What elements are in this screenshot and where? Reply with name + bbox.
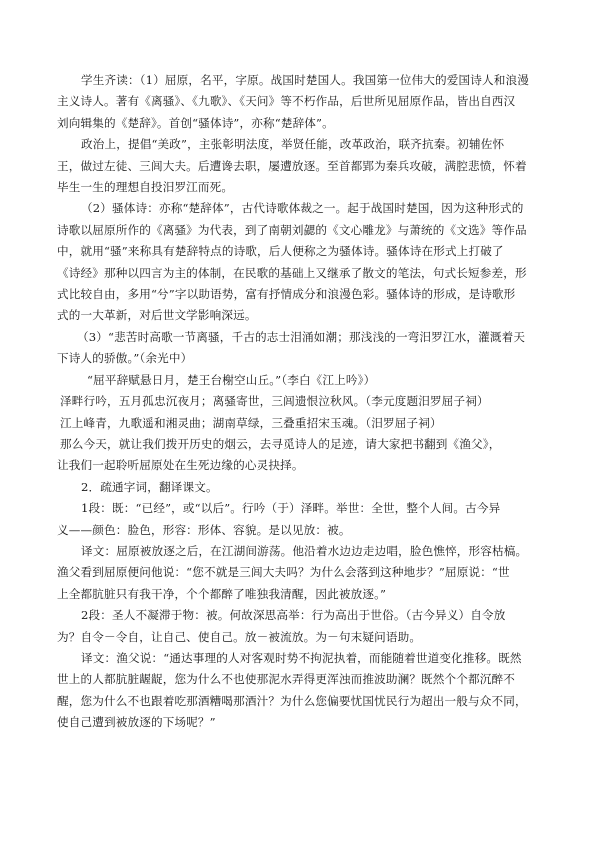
text-line: 学生齐读：（1）屈原，名平，字原。战国时楚国人。我国第一位伟大的爱国诗人和浪漫	[81, 73, 529, 87]
text-line: 2．疏通字词，翻译课文。	[81, 479, 218, 494]
text-line: 中，就用“骚”来称具有楚辞特点的诗歌，后人便称之为骚体诗。骚体诗在形式上打破了	[57, 244, 504, 259]
text-line: 醒，您为什么不也跟着吃那酒糟喝那酒汁？为什么您偏要忧国忧民行为超出一般与众不同，	[57, 693, 527, 708]
text-line: 式比较自由，多用“兮”字以助语势，富有抒情成分和浪漫色彩。骚体诗的形成，是诗歌形	[57, 287, 516, 302]
text-line: 2段：圣人不凝滞于物：被。何故深思高举：行为高出于世俗。（古今异义）自令放	[81, 608, 506, 623]
paragraph-p9	[57, 477, 543, 498]
text-line: 译文：渔父说：“通达事理的人对客观时势不拘泥执着，而能随着世道变化推移。既然	[81, 650, 522, 665]
paragraph-p1	[57, 70, 543, 134]
text-line: 让我们一起聆听屈原处在生死边缘的心灵抉择。	[57, 458, 304, 473]
paragraph-p8	[57, 434, 543, 477]
text-line: 泽畔行吟，五月孤忠沉夜月；离骚寄世，三闾遗恨泣秋风。（李元度题汨罗屈子祠）	[60, 394, 489, 409]
text-line: 上全都肮脏只有我干净，个个都醉了唯独我清醒，因此被放逐。”	[57, 586, 387, 601]
text-line: 渔父看到屈原便问他说：“您不就是三闾大夫吗？为什么会落到这种地步？”屈原说：“世	[57, 565, 510, 580]
paragraph-p11	[57, 541, 543, 605]
text-line: （3）“悲苦时高歌一节离骚，千古的志士泪涌如潮；那浅浅的一弯汨罗江水，灌溉着天	[77, 329, 526, 344]
text-line: 式的一大革新，对后世文学影响深远。	[57, 308, 257, 323]
text-line: 诗歌以屈原所作的《离骚》为代表，到了南朝刘勰的《文心雕龙》与萧统的《文选》等作品	[57, 222, 527, 237]
paragraph-p7	[57, 413, 543, 434]
text-line: 为？自令－令自，让自己、使自己。放－被流放。为－句末疑问语助。	[57, 629, 422, 644]
text-line: 江上峰青，九歌遥和湘灵曲；湖南草绿，三叠重招宋玉魂。（汨罗屈子祠）	[60, 415, 442, 430]
paragraph-p2	[57, 134, 543, 198]
text-line: 主义诗人。著有《离骚》、《九歌》、《天问》等不朽作品，后世所见屈原作品，皆出自西汉	[57, 94, 516, 109]
paragraph-p6	[57, 391, 543, 412]
text-line: 王，做过左徒、三闾大夫。后遭谗去职，屡遭放逐。至首都郢为秦兵攻破，满腔悲愤，怀着	[57, 158, 527, 173]
paragraph-p5	[57, 370, 543, 391]
text-line: 刘向辑集的《楚辞》。首创“骚体诗”，亦称“楚辞体”。	[57, 115, 334, 130]
text-line: 译文：屈原被放逐之后，在江湖间游荡。他沿着水边边走边唱，脸色憔悴，形容枯槁。	[81, 543, 528, 558]
text-line: 1段：既：“已经”，或“以后”。行吟（于）泽畔。举世：全世，整个人间。古今异	[81, 501, 501, 516]
text-line: 下诗人的骄傲。”（余光中）	[57, 351, 193, 366]
text-line: “屈平辞赋悬日月，楚王台榭空山丘。”（李白《江上吟》）	[87, 372, 376, 387]
text-line: 世上的人都肮脏龌龊，您为什么不也使那泥水弄得更浑浊而推波助澜？既然个个都沉醉不	[57, 672, 516, 687]
paragraph-p4	[57, 327, 543, 370]
paragraph-p3	[57, 198, 543, 326]
document-body	[57, 70, 543, 734]
text-line: 那么今天，就让我们拨开历史的烟云，去寻觅诗人的足迹，请大家把书翻到《渔父》，	[60, 436, 501, 451]
text-line: 毕生一生的理想自投汨罗江而死。	[57, 180, 234, 195]
text-line: 义——颜色：脸色，形容：形体、容貌。是以见放：被。	[57, 522, 351, 537]
text-line: 使自己遭到被放逐的下场呢？”	[57, 715, 216, 730]
paragraph-p13	[57, 648, 543, 734]
paragraph-p10	[57, 498, 543, 541]
text-line: 《诗经》那种以四言为主的体制，在民歌的基础上又继承了散文的笔法，句式长短参差，形	[57, 265, 527, 280]
text-line: 政治上，提倡“美政”，主张彰明法度，举贤任能，改革政治，联齐抗秦。初辅佐怀	[81, 137, 505, 152]
text-line: （2）骚体诗：亦称“楚辞体”，古代诗歌体裁之一。起于战国时楚国，因为这种形式的	[81, 201, 524, 216]
paragraph-p12	[57, 605, 543, 648]
